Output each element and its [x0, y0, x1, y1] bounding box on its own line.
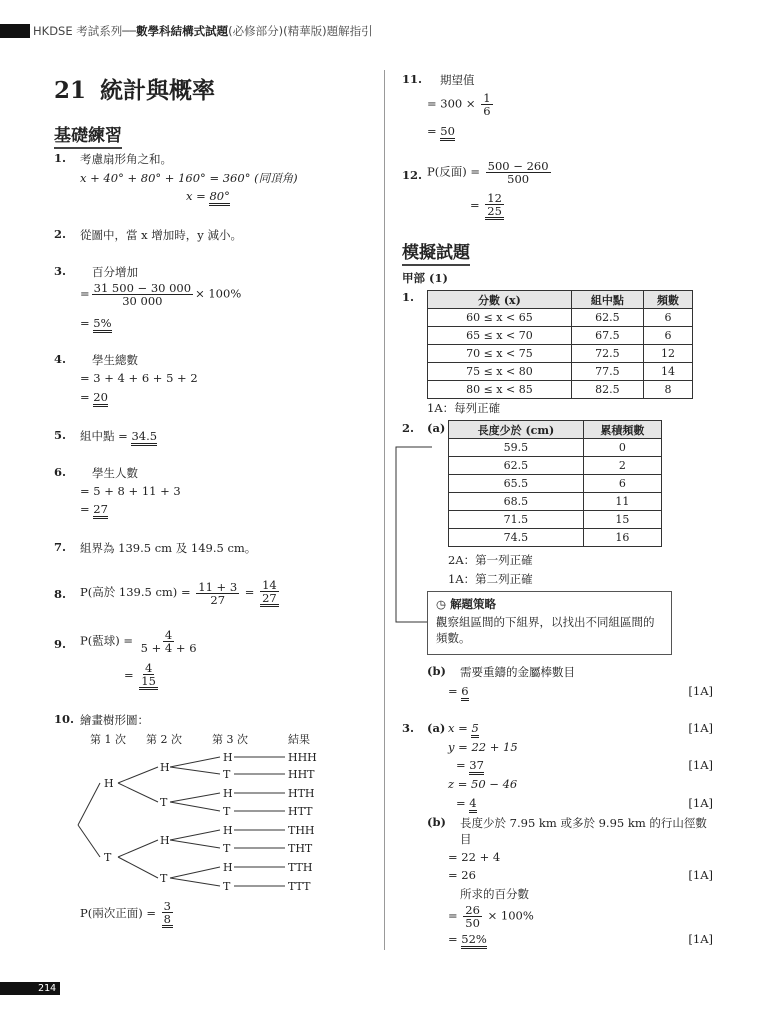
running-header: HKDSE 考試系列──數學科結構式試題(必修部分)(精華版)題解指引	[33, 24, 373, 38]
m2-table-cell: 68.5	[449, 493, 584, 511]
q3-answer: = 5%	[80, 316, 112, 330]
tree-header-4: 結果	[288, 733, 310, 746]
m2-table-row	[449, 511, 662, 529]
q8-number: 8.	[54, 587, 67, 601]
m1-table-cell: 80 ≤ x < 85	[428, 381, 572, 399]
svg-text:H: H	[223, 824, 233, 837]
m1-table-cell: 82.5	[571, 381, 643, 399]
q7-number: 7.	[54, 540, 67, 554]
m2-table-cell: 11	[583, 493, 661, 511]
m1-table-row	[428, 363, 693, 381]
section-basic-practice: 基礎練習	[54, 121, 122, 149]
m1-table-cell: 77.5	[571, 363, 643, 381]
m2-note2: 1A：第二列正確	[448, 572, 533, 586]
m2-table-row	[449, 493, 662, 511]
m2-table-cell: 71.5	[449, 511, 584, 529]
m3-part-b: (b)	[427, 815, 446, 829]
svg-text:T: T	[223, 805, 231, 818]
outcome: TTH	[288, 861, 313, 874]
m1-table-cell: 70 ≤ x < 75	[428, 345, 572, 363]
m3-b-line4: 所求的百分數	[460, 887, 529, 901]
m1-table-cell: 72.5	[571, 345, 643, 363]
q9-equation: P(藍球) = $\frac{4}{5 + 4 + 6}$	[80, 628, 197, 655]
svg-text:H: H	[223, 751, 233, 764]
m3-a-mark2: [1A]	[688, 758, 713, 772]
tree-node-th: H	[160, 834, 170, 847]
page-number: 214	[0, 982, 60, 995]
q10-number: 10.	[54, 712, 75, 726]
part-a1-label: 甲部 (1)	[402, 271, 448, 285]
column-divider	[384, 70, 385, 950]
outcome: HHT	[288, 768, 315, 781]
q1-answer: x = 80°	[186, 189, 230, 203]
tree-node-tt: T	[160, 872, 168, 885]
q5-answer: 組中點 = 34.5	[80, 428, 157, 444]
m2-table-cell: 6	[583, 475, 661, 493]
strategy-text: 觀察組區間的下組界，以找出不同組區間的頻數。	[436, 615, 655, 645]
m2-table-cell: 74.5	[449, 529, 584, 547]
m2-b-line1: 需要重鑄的金屬棒數目	[460, 665, 575, 679]
tree-node-h1: H	[104, 777, 114, 790]
m2-table-header: 長度少於 (cm)	[449, 421, 584, 439]
tree-header-1: 第 1 次	[90, 733, 126, 746]
m1-table-cell: 6	[644, 309, 693, 327]
m2-table-cell: 59.5	[449, 439, 584, 457]
outcome: THH	[288, 824, 315, 837]
q12-equation: P(反面) = $\frac{500 - 260}{500}$	[427, 159, 549, 186]
q4-number: 4.	[54, 352, 67, 366]
m1-frequency-table	[427, 290, 693, 399]
m2-part-a: (a)	[427, 421, 446, 435]
q6-line2: = 5 + 8 + 11 + 3	[80, 484, 181, 498]
q11-answer: = 50	[427, 124, 455, 138]
svg-text:T: T	[223, 768, 231, 781]
m1-note: 1A：每列正確	[427, 401, 501, 415]
m1-table-cell: 75 ≤ x < 80	[428, 363, 572, 381]
m3-b-line2: = 22 + 4	[448, 850, 501, 864]
q4-answer: = 20	[80, 390, 108, 404]
q1-line1: 考慮扇形角之和。	[80, 152, 172, 166]
q3-fraction: = $\frac{31 500 - 30 000}{30 000}$ × 100%	[80, 281, 242, 308]
m1-table-row	[428, 345, 693, 363]
m2-table-row	[449, 475, 662, 493]
m2-table-row	[449, 439, 662, 457]
q9-number: 9.	[54, 637, 67, 651]
m2-number: 2.	[402, 421, 415, 435]
q3-number: 3.	[54, 264, 67, 278]
m1-table-row	[428, 309, 693, 327]
m2-table-cell: 62.5	[449, 457, 584, 475]
m3-number: 3.	[402, 721, 415, 735]
outcome: HHH	[288, 751, 317, 764]
m1-table-cell: 6	[644, 327, 693, 345]
q6-number: 6.	[54, 465, 67, 479]
m1-table-cell: 12	[644, 345, 693, 363]
m1-number: 1.	[402, 290, 415, 304]
header-bar	[0, 24, 30, 38]
m2-table-cell: 65.5	[449, 475, 584, 493]
section-mock-exam: 模擬試題	[402, 238, 470, 266]
q10-line1: 繪畫樹形圖：	[80, 713, 149, 727]
m3-part-a: (a)	[427, 721, 446, 735]
m1-table-row	[428, 327, 693, 345]
m2-note1: 2A：第一列正確	[448, 553, 533, 567]
q10-answer: P(兩次正面) = $\frac{3}{8}$	[80, 899, 171, 926]
m1-table-row	[428, 381, 693, 399]
outcome: THT	[288, 842, 313, 855]
q11-line2: = 300 × $\frac{1}{6}$	[427, 91, 491, 118]
svg-text:T: T	[223, 842, 231, 855]
q9-answer: = $\frac{4}{15}$	[124, 661, 156, 688]
q4-line1: 學生總數	[92, 353, 138, 367]
m1-table-cell: 67.5	[571, 327, 643, 345]
q1-number: 1.	[54, 151, 67, 165]
q11-line1: 期望值	[440, 73, 475, 87]
m1-table-cell: 65 ≤ x < 70	[428, 327, 572, 345]
m3-a-x: x = 5	[448, 721, 479, 735]
q6-answer: = 27	[80, 502, 108, 516]
strategy-box	[427, 591, 672, 655]
m3-b-line1: 長度少於 7.95 km 或多於 9.95 km 的行山徑數目	[460, 816, 707, 846]
m3-a-z-answer: = 4	[456, 796, 477, 810]
q2-text: 從圖中，當 x 增加時，y 減小。	[80, 228, 242, 242]
q2-number: 2.	[54, 227, 67, 241]
m3-b-line3: = 26	[448, 868, 476, 882]
m2-table-cell: 15	[583, 511, 661, 529]
q8-equation: P(高於 139.5 cm) = $\frac{11 + 3}{27}$ = $\frac{14}{27}$	[80, 578, 277, 607]
outcome: HTH	[288, 787, 315, 800]
tip-connector	[392, 444, 432, 626]
svg-text:H: H	[223, 787, 233, 800]
m3-a-mark1: [1A]	[688, 721, 713, 735]
q12-answer: = $\frac{12}{25}$	[470, 191, 502, 218]
m3-b-fraction: = $\frac{26}{50}$ × 100%	[448, 903, 534, 930]
q6-line1: 學生人數	[92, 466, 138, 480]
svg-text:H: H	[223, 861, 233, 874]
m2-table-cell: 16	[583, 529, 661, 547]
tree-header-2: 第 2 次	[146, 733, 182, 746]
q3-line1: 百分增加	[92, 265, 138, 279]
m3-a-y-answer: = 37	[456, 758, 484, 772]
svg-text:T: T	[223, 880, 231, 893]
m2-table-row	[449, 457, 662, 475]
tree-node-t1: T	[104, 851, 112, 864]
m1-table-cell: 14	[644, 363, 693, 381]
tree-diagram	[70, 745, 320, 895]
m1-table-cell: 60 ≤ x < 65	[428, 309, 572, 327]
m2-part-b: (b)	[427, 664, 446, 678]
m3-b-answer: = 52%	[448, 932, 487, 946]
m3-b-mark1: [1A]	[688, 868, 713, 882]
q1-line2: x + 40° + 80° + 160° = 360° (同頂角)	[80, 171, 298, 185]
m1-table-header: 頻數	[644, 291, 693, 309]
m2-b-answer: = 6	[448, 684, 469, 698]
m1-table-cell: 8	[644, 381, 693, 399]
outcome: TTT	[288, 880, 311, 893]
m3-b-mark2: [1A]	[688, 932, 713, 946]
q5-number: 5.	[54, 428, 67, 442]
tree-node-ht: T	[160, 796, 168, 809]
m1-table-header: 分數 (x)	[428, 291, 572, 309]
strategy-title: ◷ 解題策略	[436, 597, 497, 611]
m2-cumulative-table	[448, 420, 662, 547]
q4-line2: = 3 + 4 + 6 + 5 + 2	[80, 371, 198, 385]
q7-text: 組界為 139.5 cm 及 149.5 cm。	[80, 541, 257, 555]
q12-number: 12.	[402, 168, 423, 182]
q11-number: 11.	[402, 72, 423, 86]
m2-table-cell: 0	[583, 439, 661, 457]
m1-table-header: 組中點	[571, 291, 643, 309]
m1-table-cell: 62.5	[571, 309, 643, 327]
tree-node-hh: H	[160, 761, 170, 774]
m2-table-row	[449, 529, 662, 547]
m3-a-mark3: [1A]	[688, 796, 713, 810]
m2-table-header: 累積頻數	[583, 421, 661, 439]
chapter-title: 21 統計與概率	[54, 77, 216, 104]
clock-icon: ◷	[436, 597, 447, 611]
tree-header-3: 第 3 次	[212, 733, 248, 746]
m2-b-mark: [1A]	[688, 684, 713, 698]
outcome: HTT	[288, 805, 313, 818]
m2-table-cell: 2	[583, 457, 661, 475]
m3-a-y: y = 22 + 15	[448, 740, 518, 754]
m3-a-z: z = 50 − 46	[448, 777, 518, 791]
